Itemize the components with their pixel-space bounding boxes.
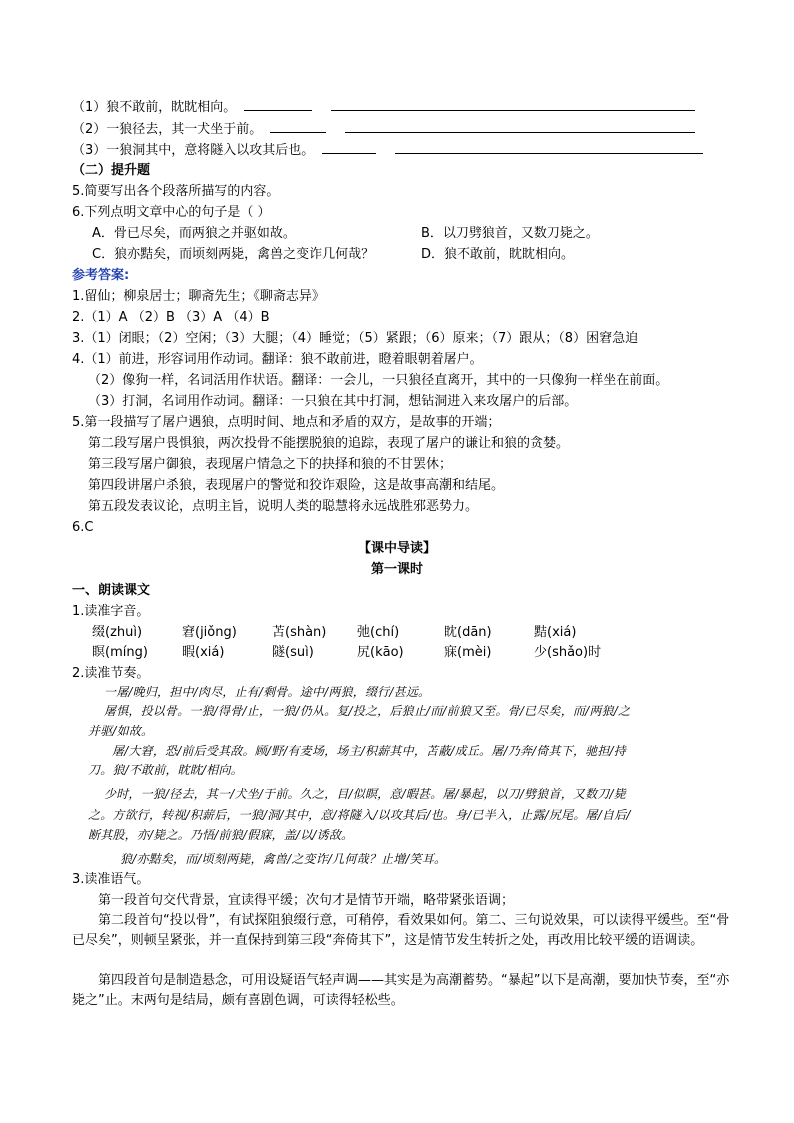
- option-b: B．以刀劈狼首，又数刀毙之。: [421, 226, 599, 241]
- rhythm-line: 一屠/晚归，担中/肉尽，止有/剩骨。途中/两狼，缀行/甚远。: [104, 685, 431, 699]
- rhythm-line: 并驱/如故。: [88, 724, 154, 738]
- question-6: 6.下列点明文章中心的句子是（ ）: [72, 205, 271, 220]
- option-c: C．狼亦黠矣，而顷刻两毙，禽兽之变诈几何哉？: [92, 247, 375, 262]
- pinyin-item: 黠(xiá): [534, 625, 577, 640]
- pinyin-item: 隧(suì): [272, 645, 314, 660]
- answer-2: 2.（1）A （2）B （3）A （4）B: [72, 310, 270, 325]
- rhythm-line: 狼/亦黠矣，而/顷刻两毙，禽兽/之变诈/几何哉？止增/笑耳。: [120, 852, 447, 866]
- read-rhythm-heading: 2.读准节奏。: [72, 666, 150, 681]
- section-heading: （二）提升题: [72, 163, 151, 178]
- exercise-line-2: [72, 120, 695, 138]
- answer-5-2: 第二段写屠户畏惧狼，两次投骨不能摆脱狼的追踪，表现了屠户的谦让和狼的贪婪。: [88, 436, 570, 451]
- answer-5-4: 第四段讲屠户杀狼，表现屠户的警觉和狡诈艰险，这是故事高潮和结尾。: [88, 478, 505, 493]
- rhythm-line: 刀。狼/不敢前，眈眈/相向。: [88, 763, 243, 777]
- pinyin-item: 苫(shàn): [272, 625, 327, 640]
- pinyin-item: 窘(jiǒng): [182, 625, 237, 640]
- answer-3: 3.（1）闭眼；（2）空闲；（3）大腿；（4）睡觉；（5）紧跟；（6）原来；（7）跟从；（8）困窘急迫: [72, 331, 639, 346]
- answer-6: 6.C: [72, 520, 94, 535]
- pinyin-item: 寐(mèi): [444, 645, 492, 660]
- answer-blank[interactable]: [322, 141, 376, 154]
- answer-blank[interactable]: [345, 120, 695, 133]
- exercise-text: （1）狼不敢前，眈眈相向。: [72, 100, 237, 115]
- read-tone-heading: 3.读准语气。: [72, 872, 150, 887]
- rhythm-line: 断其股，亦/毙之。乃悟/前狼/假寐，盖/以/诱敌。: [88, 828, 354, 842]
- exercise-text: （3）一狼洞其中，意将隧入以攻其后也。: [72, 143, 315, 158]
- exercise-text: （2）一狼径去，其一犬坐于前。: [72, 122, 263, 137]
- rhythm-line: 之。方欲行，转视/积薪后，一狼/洞/其中，意/将隧入/以攻其后/也。身/已半入，止露/尻尾。屠/自后/: [88, 808, 631, 822]
- answer-5-3: 第三段写屠户御狼，表现屠户情急之下的抉择和狼的不甘罢休；: [88, 457, 453, 472]
- pinyin-item: 暇(xiá): [182, 645, 225, 660]
- part-heading: 一、朗读课文: [72, 583, 151, 598]
- answer-blank[interactable]: [331, 98, 695, 111]
- answer-blank[interactable]: [270, 120, 326, 133]
- answer-blank[interactable]: [395, 141, 703, 154]
- exercise-line-3: [72, 141, 703, 159]
- lesson-title: 第一课时: [370, 562, 423, 577]
- tone-paragraph: 第二段首句“投以骨”，有试探阻狼缀行意，可稍停，看效果如何。第二、三句说效果，可以读得平缓些。至“骨已尽矣”，则顿呈紧张，并一直保持到第三段“奔倚其下”，这是情节发生转折之处，再改用比较平缓的语调读。: [72, 913, 730, 948]
- answer-5-1: 5.第一段描写了屠户遇狼，点明时间、地点和矛盾的双方，是故事的开端；: [72, 415, 501, 430]
- option-a: A．骨已尽矣，而两狼之并驱如故。: [92, 226, 296, 241]
- answer-4-1: 4.（1）前进，形容词用作动词。翻译：狼不敢前进，瞪着眼朝着屠户。: [72, 352, 483, 367]
- answers-heading: 参考答案:: [72, 268, 130, 283]
- pinyin-item: 瞑(míng): [92, 645, 148, 660]
- pinyin-item: 少(shǎo)时: [534, 645, 602, 660]
- answer-1: 1.留仙；柳泉居士；聊斋先生；《聊斋志异》: [72, 289, 325, 304]
- question-5: 5.简要写出各个段落所描写的内容。: [72, 184, 280, 199]
- rhythm-line: 少时，一狼/径去，其一/犬坐/于前。久之，目/似瞑，意/暇甚。屠/暴起，以刀/劈狼首，又数刀/毙: [104, 787, 626, 801]
- pinyin-item: 缀(zhuì): [92, 625, 143, 640]
- tone-paragraph: 第四段首句是制造悬念，可用设疑语气轻声调——其实是为高潮蓄势。“暴起”以下是高潮，要加快节奏，至“亦毙之”止。末两句是结局，颇有喜剧色调，可读得轻松些。: [72, 973, 730, 1008]
- pinyin-item: 眈(dān): [444, 625, 492, 640]
- pinyin-item: 弛(chí): [357, 625, 400, 640]
- answer-4-2: （2）像狗一样，名词活用作状语。翻译：一会儿，一只狼径直离开，其中的一只像狗一样坐在前面。: [88, 373, 669, 388]
- answer-4-3: （3）打洞，名词用作动词。翻译：一只狼在其中打洞，想钻洞进入来攻屠户的后部。: [88, 394, 578, 409]
- pinyin-item: 尻(kāo): [357, 645, 404, 660]
- exercise-line-1: [72, 98, 695, 116]
- answer-5-5: 第五段发表议论，点明主旨，说明人类的聪慧将永远战胜邪恶势力。: [88, 499, 479, 514]
- read-pronunciation-heading: 1.读准字音。: [72, 604, 150, 619]
- tone-paragraph: 第一段首句交代背景，宜读得平缓；次句才是情节开端，略带紧张语调；: [98, 893, 515, 908]
- answer-blank[interactable]: [244, 98, 312, 111]
- rhythm-line: 屠/大窘，恐/前后受其敌。顾/野/有麦场，场主/积薪其中，苫蔽/成丘。屠/乃奔/倚其下，驰担/持: [112, 744, 626, 758]
- rhythm-line: 屠惧，投以骨。一狼/得骨/止，一狼/仍从。复/投之，后狼止/而/前狼又至。骨/已尽矣，而/两狼/之: [104, 704, 631, 718]
- guide-title: 【课中导读】: [357, 541, 436, 556]
- option-d: D．狼不敢前，眈眈相向。: [421, 247, 575, 262]
